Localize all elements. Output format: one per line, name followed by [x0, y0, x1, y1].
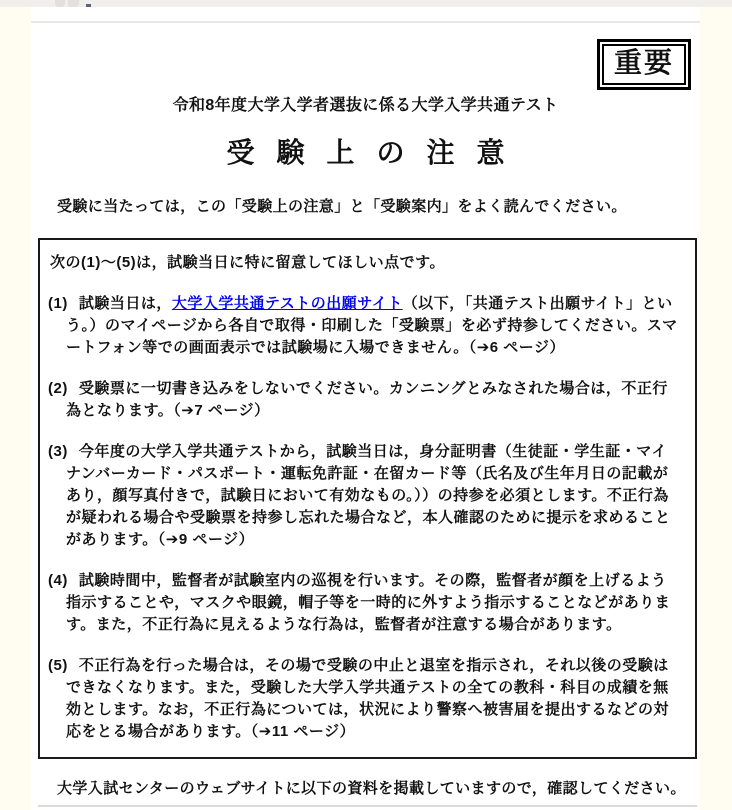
item-text: 不正行為を行った場合は，その場で受験の中止と退室を指示され，それ以後の受験はできなくなります。また，受験した大学入学共通テストの全ての教科・科目の成績を無効とします。なお，不正行為については，状況により警察へ被害届を提出するなどの対応をとる場合があります。（➔11 ページ）	[66, 657, 670, 740]
item-text: 試験時間中，監督者が試験室内の巡視を行います。その際，監督者が顔を上げるよう指示することや，マスクや眼鏡，帽子等を一時的に外すよう指示することなどがあります。また，不正行為に見えるような行為は，監督者が注意する場合があります。	[66, 572, 671, 633]
important-badge	[597, 39, 691, 90]
notice-item-1	[48, 293, 681, 359]
item-text: （以下，「共通テスト出願サイト」という。）のマイページから各自で取得・印刷した「受験票」を必ず持参してください。スマートフォン等での画面表示では試験場に入場できません。（➔6 ページ）	[66, 295, 678, 356]
section-divider	[38, 805, 697, 807]
footer-text: 大学入試センターのウェブサイトに以下の資料を掲載していますので，確認してください。	[57, 780, 686, 797]
notice-item-2	[48, 378, 681, 422]
notice-lead: 次の(1)～(5)は，試験当日に特に留意してほしい点です。	[50, 254, 445, 271]
notice-item-3	[48, 441, 681, 551]
important-badge-label: 重要	[602, 44, 686, 85]
page-title: 受験上の注意	[226, 137, 527, 168]
page-separator-line	[31, 21, 700, 23]
viewer-top-strip	[0, 0, 732, 7]
item-number: (3)	[48, 443, 68, 460]
notice-box	[38, 238, 697, 759]
application-site-link[interactable]: 大学入学共通テストの出願サイト	[171, 295, 403, 312]
intro-text: 受験に当たっては，この「受験上の注意」と「受験案内」をよく読んでください。	[57, 198, 627, 215]
item-text: 受験票に一切書き込みをしないでください。カンニングとみなされた場合は，不正行為となります。（➔7 ページ）	[66, 380, 668, 419]
item-number: (4)	[48, 572, 68, 589]
document-subtitle: 令和8年度大学入学者選抜に係る大学入学共通テスト	[172, 97, 559, 114]
notice-item-4	[48, 570, 681, 636]
item-text: 今年度の大学入学共通テストから，試験当日は，身分証明書（生徒証・学生証・マイナンバーカード・パスポート・運転免許証・在留カード等（氏名及び生年月日の記載があり，顔写真付きで，試験日において有効なもの。））の持参を必須とします。不正行為が疑われる場合や受験票を持参し忘れた場合など，本人確認のために提示を求めることがあります。（➔9 ページ）	[66, 443, 671, 548]
notice-item-5	[48, 655, 681, 743]
item-number: (2)	[48, 380, 68, 397]
item-text: 試験当日は，	[78, 295, 172, 312]
item-number: (5)	[48, 657, 68, 674]
item-number: (1)	[48, 295, 68, 312]
document-page	[31, 7, 700, 810]
